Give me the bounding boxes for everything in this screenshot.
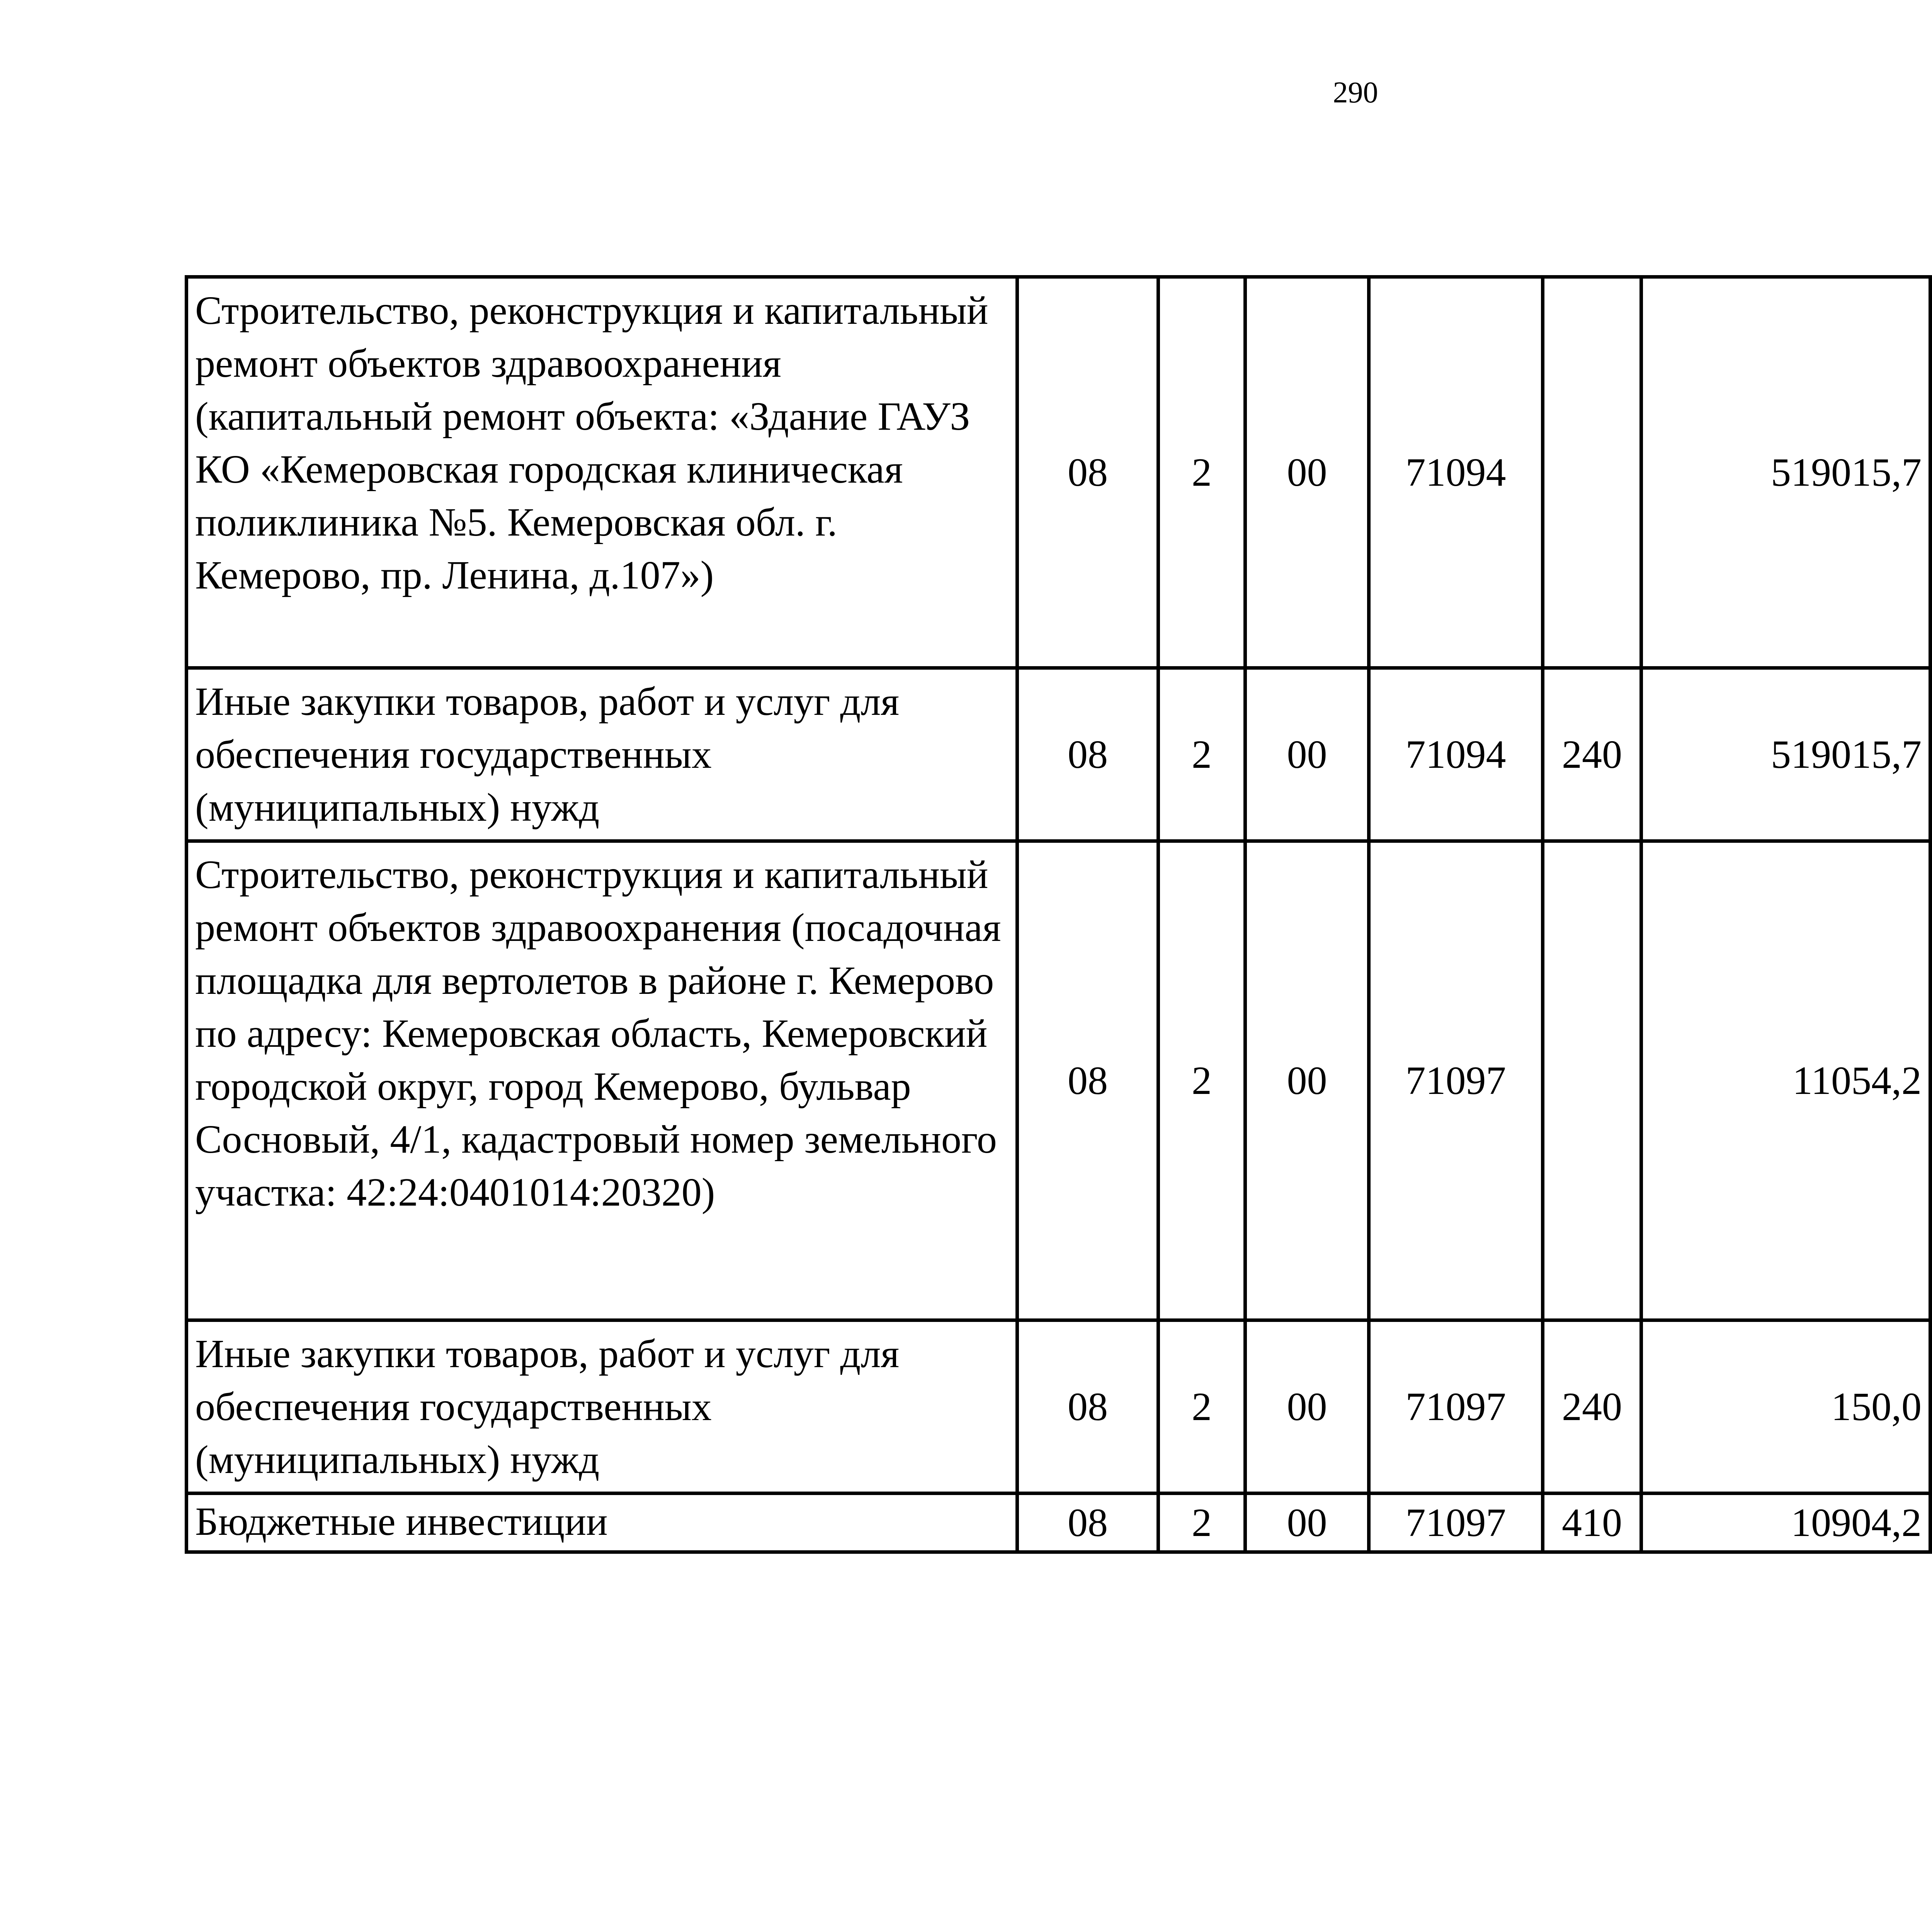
expense-type-code (1543, 841, 1641, 1320)
empty-cell (1930, 1493, 1932, 1552)
table-row (187, 277, 1932, 668)
table-row (187, 668, 1932, 841)
section-code: 08 (1017, 1320, 1158, 1493)
section-code: 08 (1017, 668, 1158, 841)
amount: 11054,2 (1641, 841, 1930, 1320)
empty-cell (1930, 277, 1932, 668)
empty-cell (1930, 841, 1932, 1320)
amount: 10904,2 (1641, 1493, 1930, 1552)
table-row (187, 1320, 1932, 1493)
subprogram-code: 00 (1245, 668, 1369, 841)
program-type-code: 2 (1158, 668, 1245, 841)
row-name: Строительство, реконструкция и капитальный ремонт объектов здравоохранения (посадочная площадка для вертолетов в районе г. Кемерово по адресу: Кемеровская область, Кемеровский городской округ, город Кемерово, бульвар Сосновый, 4/1, кадастровый номер земельного участка: 42:24:0401014:20320) (187, 841, 1017, 1320)
section-code: 08 (1017, 277, 1158, 668)
table-row (187, 1493, 1932, 1552)
section-code: 08 (1017, 1493, 1158, 1552)
amount: 519015,7 (1641, 668, 1930, 841)
row-name: Строительство, реконструкция и капитальный ремонт объектов здравоохранения (капитальный ремонт объекта: «Здание ГАУЗ КО «Кемеровская городская клиническая поликлиника №5. Кемеровская обл. г. Кемерово, пр. Ленина, д.107») (187, 277, 1017, 668)
subprogram-code: 00 (1245, 841, 1369, 1320)
page-number: 290 (1333, 75, 1378, 109)
expense-type-code: 410 (1543, 1493, 1641, 1552)
budget-table (185, 275, 1932, 1554)
expense-type-code: 240 (1543, 1320, 1641, 1493)
expense-type-code: 240 (1543, 668, 1641, 841)
direction-code: 71097 (1369, 841, 1543, 1320)
empty-cell (1930, 668, 1932, 841)
amount: 519015,7 (1641, 277, 1930, 668)
row-name: Иные закупки товаров, работ и услуг для обеспечения государственных (муниципальных) нужд (187, 1320, 1017, 1493)
program-type-code: 2 (1158, 277, 1245, 668)
program-type-code: 2 (1158, 1493, 1245, 1552)
subprogram-code: 00 (1245, 1320, 1369, 1493)
direction-code: 71097 (1369, 1320, 1543, 1493)
direction-code: 71094 (1369, 277, 1543, 668)
subprogram-code: 00 (1245, 277, 1369, 668)
direction-code: 71097 (1369, 1493, 1543, 1552)
program-type-code: 2 (1158, 841, 1245, 1320)
row-name: Иные закупки товаров, работ и услуг для обеспечения государственных (муниципальных) нужд (187, 668, 1017, 841)
direction-code: 71094 (1369, 668, 1543, 841)
row-name: Бюджетные инвестиции (187, 1493, 1017, 1552)
table-row (187, 841, 1932, 1320)
empty-cell (1930, 1320, 1932, 1493)
program-type-code: 2 (1158, 1320, 1245, 1493)
amount: 150,0 (1641, 1320, 1930, 1493)
section-code: 08 (1017, 841, 1158, 1320)
expense-type-code (1543, 277, 1641, 668)
subprogram-code: 00 (1245, 1493, 1369, 1552)
